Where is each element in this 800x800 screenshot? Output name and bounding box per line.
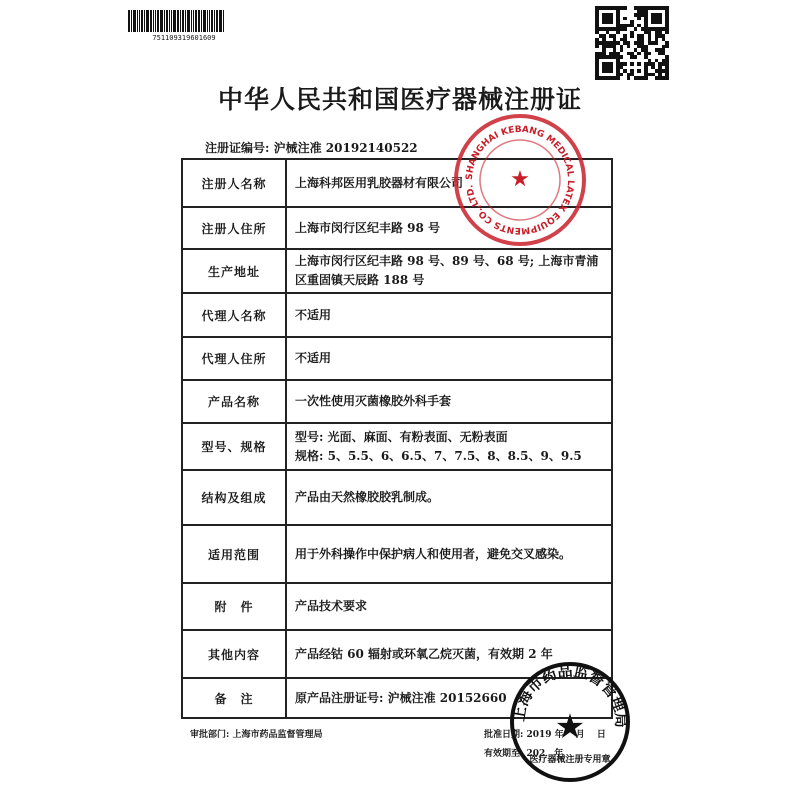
row-label: 结构及组成 xyxy=(182,470,286,525)
svg-text:★: ★ xyxy=(510,167,530,192)
row-value-text: 一次性使用灭菌橡胶外科手套 xyxy=(295,394,452,408)
table-row xyxy=(182,525,612,583)
row-label: 备 注 xyxy=(182,678,286,718)
row-value-text: 上海市闵行区纪丰路 98 号 xyxy=(295,220,441,235)
row-value xyxy=(286,583,612,630)
row-value-text: 上海科邦医用乳胶器材有限公司 xyxy=(295,175,464,190)
svg-text:SHANGHAI KEBANG MEDICAL LATEX: SHANGHAI KEBANG MEDICAL LATEX EQUIPMENTS CO.,LTD. xyxy=(464,124,576,236)
row-label: 注册人住所 xyxy=(182,207,286,249)
row-value xyxy=(286,525,612,583)
row-label: 生产地址 xyxy=(182,249,286,293)
row-value-text: 产品由天然橡胶胶乳制成。 xyxy=(295,490,440,504)
row-value-text: 原产品注册证号: 沪械注准 20152660 xyxy=(295,690,507,705)
row-label: 产品名称 xyxy=(182,380,286,423)
row-value xyxy=(286,380,612,423)
barcode xyxy=(128,10,240,32)
document-title: 中华人民共和国医疗器械注册证 xyxy=(217,85,582,114)
row-value-text: 不适用 xyxy=(295,351,332,365)
table-row xyxy=(182,423,612,470)
row-label: 其他内容 xyxy=(182,630,286,678)
row-value-text: 型号: 光面、麻面、有粉表面、无粉表面 xyxy=(295,429,508,444)
approval-department: 审批部门: 上海市药品监督管理局 xyxy=(190,730,323,740)
row-value-text: 产品技术要求 xyxy=(295,599,368,613)
authority-seal xyxy=(508,660,632,784)
row-label: 型号、规格 xyxy=(182,423,286,470)
svg-text:医疗器械注册专用章: 医疗器械注册专用章 xyxy=(529,755,611,765)
row-value xyxy=(286,249,612,293)
svg-text:★: ★ xyxy=(554,707,586,747)
table-row xyxy=(182,470,612,525)
row-value-text: 产品经钴 60 辐射或环氧乙烷灭菌，有效期 2 年 xyxy=(295,646,553,661)
registration-number xyxy=(205,139,418,156)
table-row xyxy=(182,583,612,630)
row-value xyxy=(286,423,612,470)
table-row xyxy=(182,249,612,293)
registration-number-label: 注册证编号: xyxy=(205,141,270,155)
row-label: 注册人名称 xyxy=(182,159,286,207)
approval-date: 批准日期: 2019 年 月 日 xyxy=(484,730,606,740)
row-label: 附 件 xyxy=(182,583,286,630)
row-value-text-2: 规格: 5、5.5、6、6.5、7、7.5、8、8.5、9、9.5 xyxy=(295,448,582,463)
row-value xyxy=(286,293,612,337)
row-value-text: 上海市闵行区纪丰路 98 号、89 号、68 号; 上海市青浦区重固镇天辰路 188 号 xyxy=(295,254,599,287)
company-seal xyxy=(452,112,588,248)
row-label: 代理人住所 xyxy=(182,337,286,380)
row-value xyxy=(286,470,612,525)
row-value xyxy=(286,337,612,380)
qr-code xyxy=(595,6,669,80)
table-row xyxy=(182,380,612,423)
table-row xyxy=(182,337,612,380)
row-value-text: 不适用 xyxy=(295,307,332,322)
svg-text:上海市药品监督管理局: 上海市药品监督管理局 xyxy=(509,661,631,729)
row-label: 代理人名称 xyxy=(182,293,286,337)
row-label: 适用范围 xyxy=(182,525,286,583)
table-row xyxy=(182,293,612,337)
row-value-text: 用于外科操作中保护病人和使用者，避免交叉感染。 xyxy=(295,546,572,561)
registration-number-value: 沪械注准 20192140522 xyxy=(273,141,418,155)
valid-until: 有效期至: 202 年 xyxy=(484,749,564,759)
barcode-number: 751109319601609 xyxy=(152,34,216,42)
